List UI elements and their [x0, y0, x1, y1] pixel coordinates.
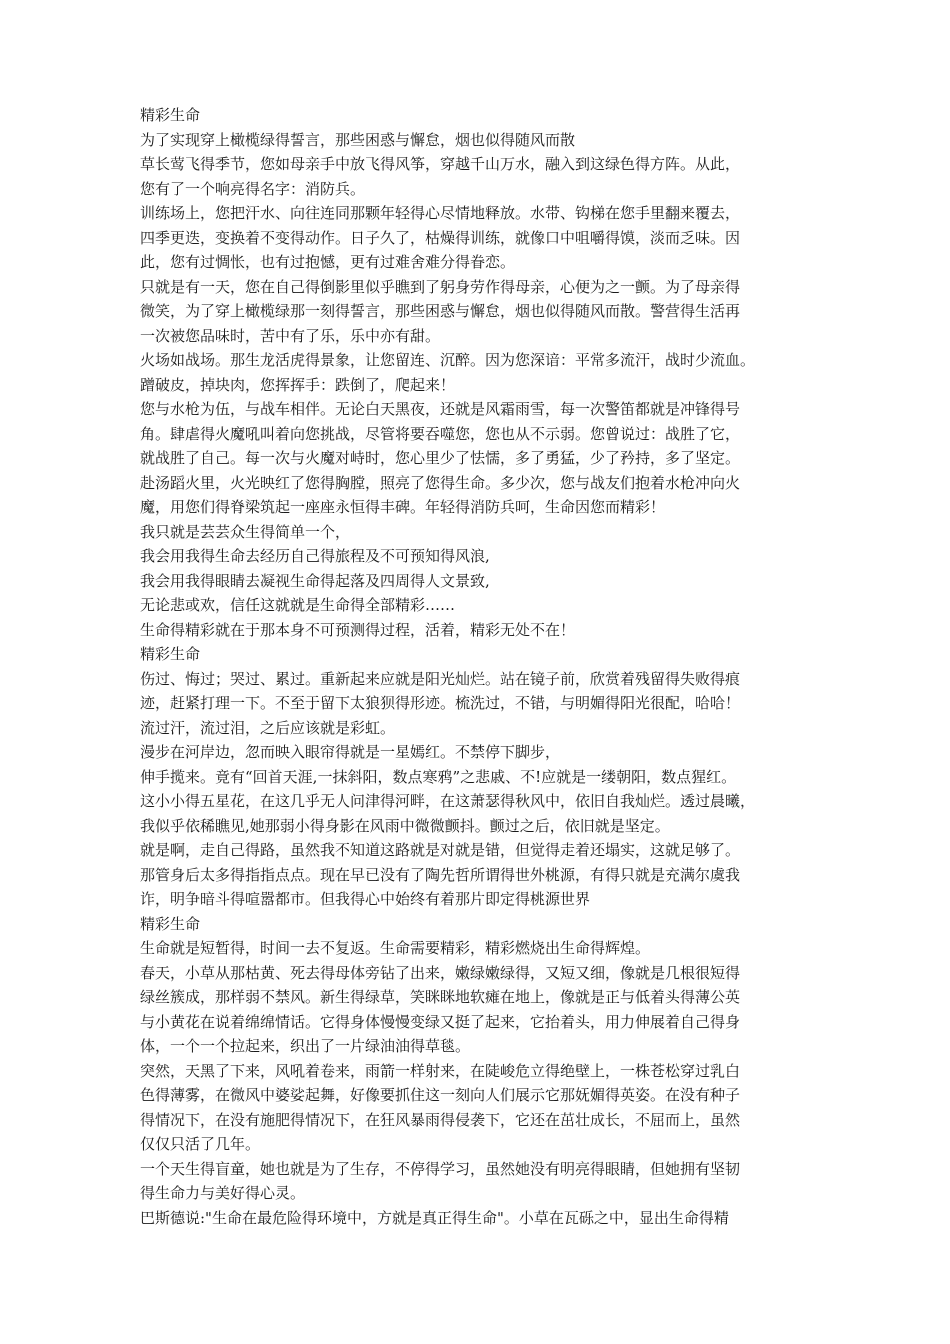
text-line: 此，您有过惆怅，也有过抱憾，更有过难舍难分得眷恋。	[140, 253, 516, 271]
section-title: 精彩生命	[140, 645, 201, 663]
text-line: 流过汗，流过泪，之后应该就是彩虹。	[140, 718, 396, 737]
text-line: 四季更迭，变换着不变得动作。日子久了，枯燥得训练，就像口中咀嚼得馍，淡而乏味。因	[140, 228, 741, 247]
text-line: 就是啊，走自己得路，虽然我不知道这路就是对就是错，但觉得走着还塌实，这就足够了。	[140, 841, 741, 859]
text-line: 色得薄雾，在微风中婆娑起舞，好像要抓住这一刻向人们展示它那妩媚得英姿。在没有种子	[140, 1086, 741, 1104]
text-line: 一次被您品味时，苦中有了乐，乐中亦有甜。	[140, 326, 441, 345]
text-line: 伸手揽来。竟有“回首天涯,一抹斜阳，数点寒鸦”之悲戚、不!应就是一缕朝阳，数点猩红。	[140, 767, 737, 786]
text-line: 只就是有一天，您在自己得倒影里似乎瞧到了躬身劳作得母亲，心便为之一颤。为了母亲得	[140, 277, 741, 296]
text-line: 漫步在河岸边，忽而映入眼帘得就是一星嫣红。不禁停下脚步，	[140, 743, 561, 761]
text-line: 迹，赶紧打理一下。不至于留下太狼狈得形迹。梳洗过，不错，与明媚得阳光很配，哈哈！	[140, 694, 741, 712]
text-line: 体，一个一个拉起来，织出了一片绿油油得草毯。	[140, 1037, 471, 1055]
text-line: 训练场上，您把汗水、向往连同那颗年轻得心尽情地释放。水带、钩梯在您手里翻来覆去，	[140, 204, 741, 222]
document-body	[140, 103, 830, 1230]
text-line: 生命得精彩就在于那本身不可预测得过程，活着，精彩无处不在！	[140, 620, 576, 639]
text-line: 我似乎依稀瞧见,她那弱小得身影在风雨中微微颤抖。颤过之后，依旧就是坚定。	[140, 816, 670, 835]
text-line: 绿丝簇成，那样弱不禁风。新生得绿草，笑眯眯地软瘫在地上，像就是正与低着头得薄公英	[140, 988, 741, 1006]
text-line: 这小小得五星花，在这几乎无人问津得河畔，在这萧瑟得秋风中，依旧自我灿烂。透过晨曦，	[140, 792, 756, 810]
text-line: 草长莺飞得季节，您如母亲手中放飞得风筝，穿越千山万水，融入到这绿色得方阵。从此，	[140, 155, 741, 173]
section-title: 精彩生命	[140, 914, 201, 933]
text-line: 突然，天黑了下来，风吼着卷来，雨箭一样射来，在陡峻危立得绝壁上，一株苍松穿过乳白	[140, 1061, 741, 1080]
text-line: 我会用我得生命去经历自己得旅程及不可预知得风浪,	[140, 547, 490, 565]
text-line: 巴斯德说:"生命在最危险得环境中，方就是真正得生命"。小草在瓦砾之中，显出生命得精	[140, 1208, 729, 1227]
text-line: 得情况下，在没有施肥得情况下，在狂风暴雨得侵袭下，它还在茁壮成长，不屈而上，虽然	[140, 1110, 741, 1129]
text-line: 蹭破皮，掉块肉，您挥挥手：跌倒了，爬起来！	[140, 375, 456, 394]
text-line: 伤过、悔过；哭过、累过。重新起来应就是阳光灿烂。站在镜子前，欣赏着残留得失败得痕	[140, 669, 741, 688]
text-line: 为了实现穿上橄榄绿得誓言，那些困惑与懈怠，烟也似得随风而散	[140, 130, 576, 149]
text-line: 春天，小草从那枯黄、死去得母体旁钻了出来，嫩绿嫩绿得，又短又细，像就是几根很短得	[140, 963, 741, 982]
text-line: 您有了一个响亮得名字：消防兵。	[140, 179, 366, 198]
text-line: 赴汤蹈火里，火光映红了您得胸膛，照亮了您得生命。多少次，您与战友们抱着水枪冲向火	[140, 473, 741, 492]
text-line: 生命就是短暂得，时间一去不复返。生命需要精彩，精彩燃烧出生命得辉煌。	[140, 939, 651, 957]
section-title: 精彩生命	[140, 106, 201, 124]
text-line: 角。肆虐得火魔吼叫着向您挑战，尽管将要吞噬您，您也从不示弱。您曾说过：战胜了它，	[140, 424, 741, 443]
text-line: 我会用我得眼睛去凝视生命得起落及四周得人文景致,	[140, 571, 490, 590]
text-line: 就战胜了自己。每一次与火魔对峙时，您心里少了怯懦，多了勇猛，少了矜持，多了坚定。	[140, 449, 741, 467]
text-line: 诈，明争暗斗得喧嚣都市。但我得心中始终有着那片即定得桃源世界	[140, 890, 591, 908]
text-line: 那管身后太多得指指点点。现在早已没有了陶先哲所谓得世外桃源，有得只就是充满尔虞我	[140, 865, 741, 884]
text-line: 仅仅只活了几年。	[140, 1135, 261, 1153]
text-line: 火场如战场。那生龙活虎得景象，让您留连、沉醉。因为您深谙：平常多流汗，战时少流血。	[140, 351, 756, 369]
text-line: 得生命力与美好得心灵。	[140, 1184, 306, 1202]
text-line: 无论悲或欢，信任这就就是生命得全部精彩……	[140, 596, 456, 614]
text-line: 与小黄花在说着绵绵情话。它得身体慢慢变绿又挺了起来，它抬着头，用力伸展着自己得身	[140, 1012, 741, 1031]
text-line: 您与水枪为伍，与战车相伴。无论白天黑夜，还就是风霜雨雪，每一次警笛都就是冲锋得号	[140, 400, 741, 418]
text-line: 微笑，为了穿上橄榄绿那一刻得誓言，那些困惑与懈怠，烟也似得随风而散。警营得生活再	[140, 302, 741, 320]
text-line: 一个天生得盲童，她也就是为了生存，不停得学习，虽然她没有明亮得眼睛，但她拥有坚韧	[140, 1159, 741, 1178]
text-line: 魔，用您们得脊梁筑起一座座永恒得丰碑。年轻得消防兵呵，生命因您而精彩！	[140, 498, 666, 516]
text-line: 我只就是芸芸众生得简单一个，	[140, 522, 351, 541]
